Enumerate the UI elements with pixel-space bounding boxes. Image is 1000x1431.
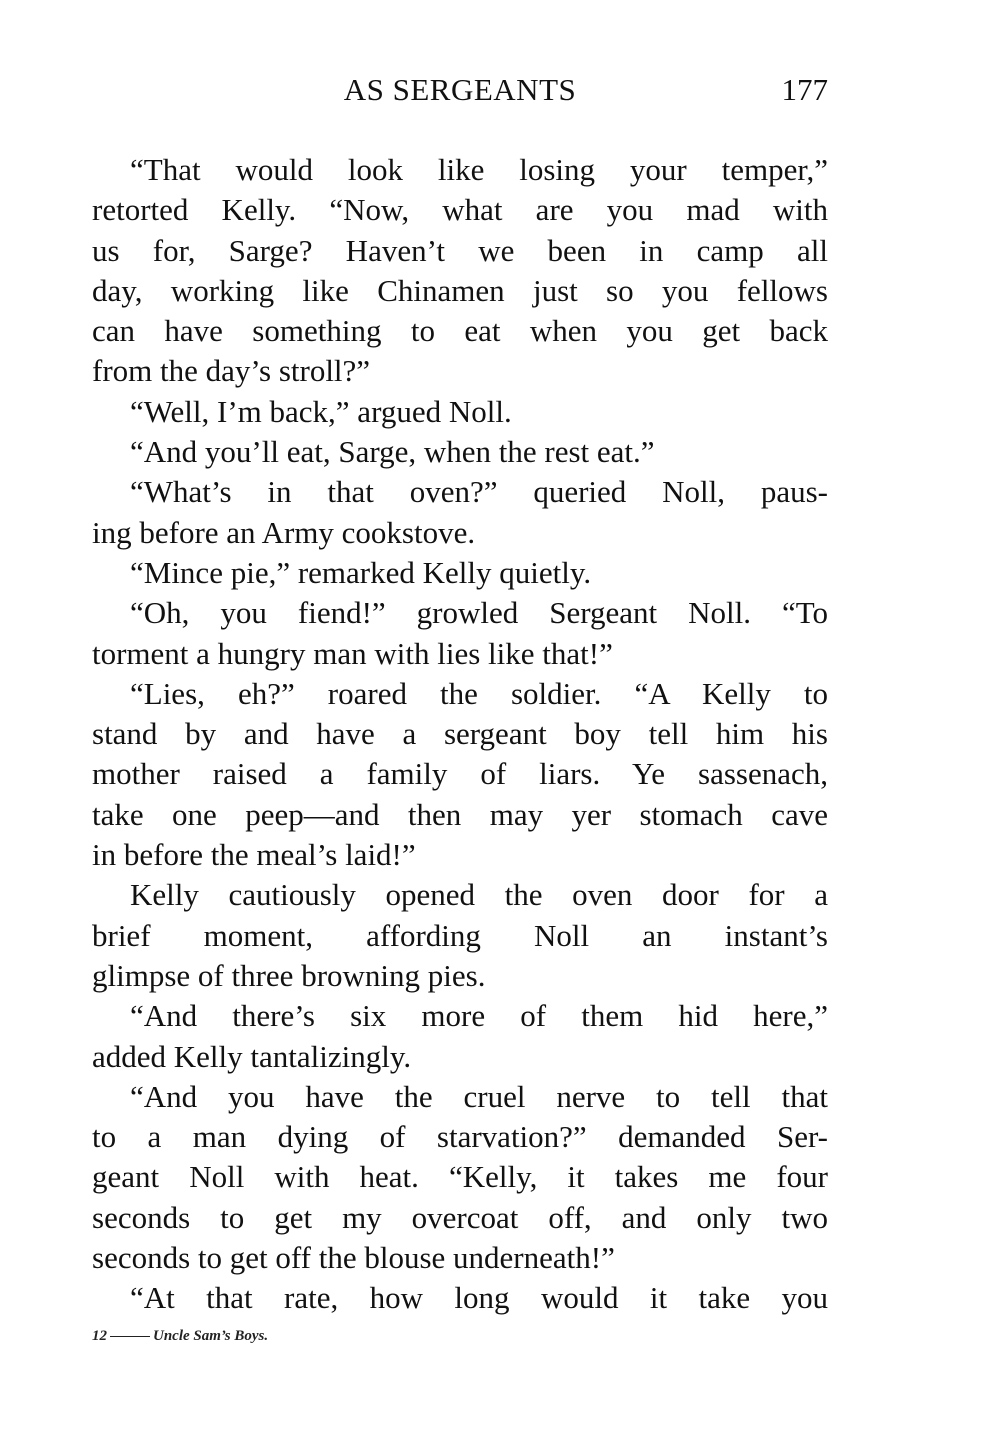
page-number: 177: [781, 72, 828, 107]
running-title: AS SERGEANTS: [343, 72, 577, 107]
text-line: seconds to get off the blouse underneath!”: [92, 1240, 615, 1276]
text-line: from the day’s stroll?”: [92, 353, 371, 389]
text-line: added Kelly tantalizingly.: [92, 1038, 412, 1074]
text-line: us for, Sarge? Haven’t we been in camp all: [92, 232, 828, 268]
text-line: take one peep—and then may yer stomach cave: [92, 796, 828, 832]
text-line: mother raised a family of liars. Ye sassenach,: [92, 756, 828, 792]
text-line: to a man dying of starvation?” demanded Ser-: [92, 1119, 828, 1155]
text-line: “What’s in that oven?” queried Noll, paus-: [130, 474, 828, 510]
text-line: stand by and have a sergeant boy tell him his: [92, 716, 828, 752]
text-line: “And there’s six more of them hid here,”: [130, 998, 828, 1034]
text-line: “Oh, you fiend!” growled Sergeant Noll. “To: [130, 595, 828, 631]
signature-title: Uncle Sam’s Boys.: [153, 1328, 269, 1344]
text-line: brief moment, affording Noll an instant’s: [92, 917, 828, 953]
text-line: “And you’ll eat, Sarge, when the rest eat.”: [130, 434, 655, 470]
text-line: day, working like Chinamen just so you fellows: [92, 272, 828, 308]
text-line: glimpse of three browning pies.: [92, 957, 486, 993]
text-line: “That would look like losing your temper,”: [130, 152, 828, 187]
text-line: seconds to get my overcoat off, and only two: [92, 1199, 828, 1235]
text-line: in before the meal’s laid!”: [92, 837, 416, 873]
text-line: can have something to eat when you get back: [92, 313, 828, 349]
text-line: geant Noll with heat. “Kelly, it takes me four: [92, 1159, 828, 1195]
text-line: “Lies, eh?” roared the soldier. “A Kelly to: [130, 675, 828, 711]
signature-number: 12: [92, 1328, 107, 1344]
text-line: Kelly cautiously opened the oven door for a: [130, 877, 828, 913]
signature-rule: [110, 1336, 150, 1337]
signature-mark: [92, 1328, 268, 1345]
text-line: “Mince pie,” remarked Kelly quietly.: [130, 554, 592, 590]
text-line: “At that rate, how long would it take you: [130, 1280, 828, 1316]
text-line: retorted Kelly. “Now, what are you mad with: [92, 192, 828, 228]
text-line: “And you have the cruel nerve to tell that: [130, 1078, 828, 1114]
text-line: torment a hungry man with lies like that!”: [92, 635, 613, 671]
body-text: [92, 150, 828, 1319]
text-line: “Well, I’m back,” argued Noll.: [130, 393, 512, 429]
text-line: ing before an Army cookstove.: [92, 514, 476, 550]
running-head: [92, 68, 828, 112]
